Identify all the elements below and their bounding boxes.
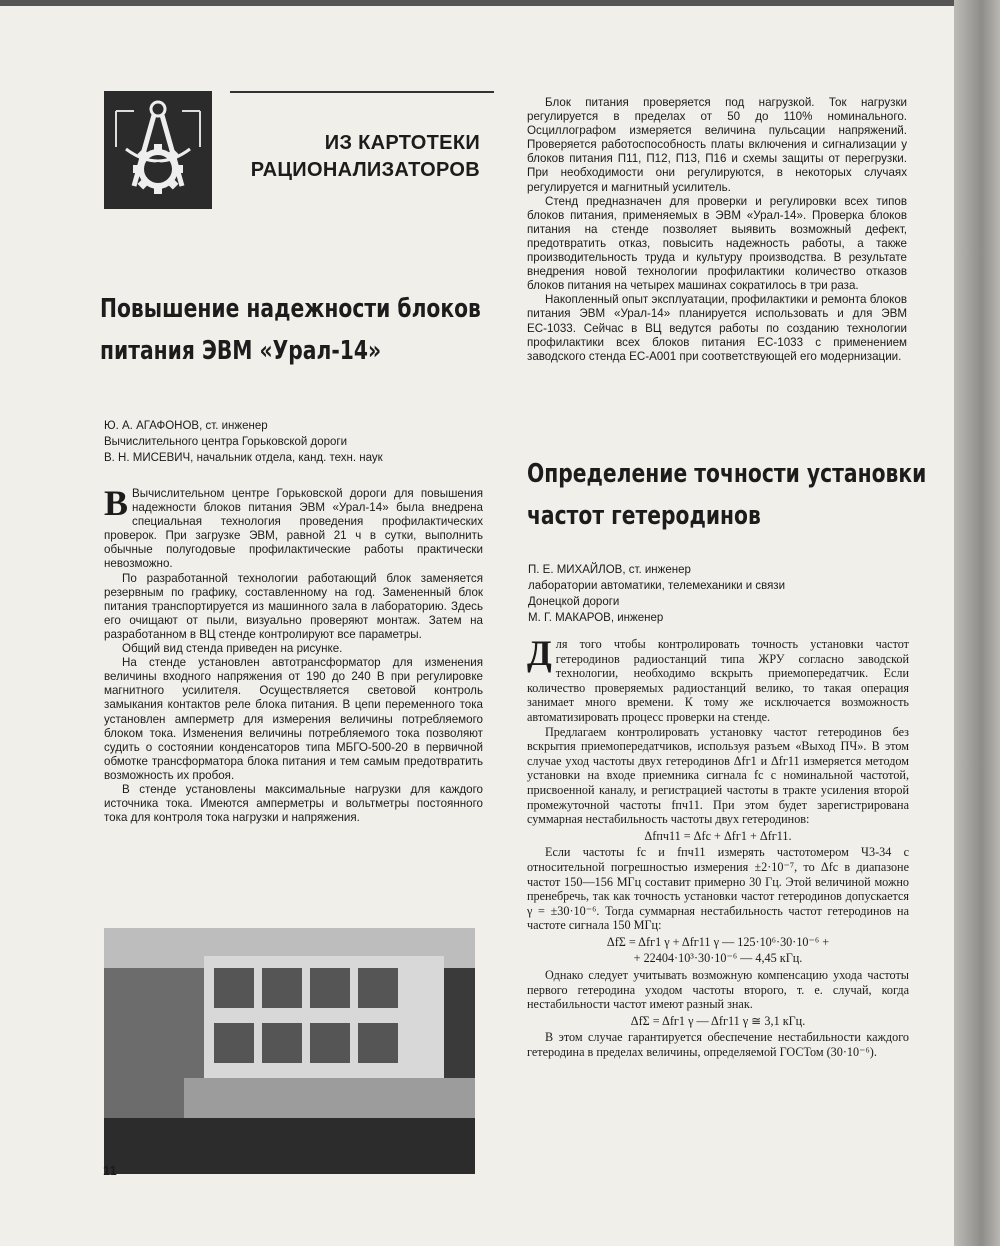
paragraph: В стенде установлены максимальные нагрузки для каждого источника тока. Имеются амперметры и вольтметры постоянного тока для контроля тока нагрузки и напряжения. xyxy=(104,782,483,825)
article2-title-line-1: Определение точности установки xyxy=(527,459,927,489)
article2-title-line-2: частот гетеродинов xyxy=(527,501,761,531)
paragraph: Общий вид стенда приведен на рисунке. xyxy=(122,642,343,656)
author-line: М. Г. МАКАРОВ, инженер xyxy=(528,612,664,624)
paragraph: Предлагаем контролировать установку частот гетеродинов без вскрытия приемопередатчиков, используя разъем «Выход ПЧ». В этом случае уход частоты двух гетеродинов Δfг1 и Δfг11 измеряется методом установки на входе приемника сигнала fс с номинальной частотой, присвоенной каналу, и регистрацией частоты в тракте усиления второй промежуточной частоты fпч11. При этом будет зарегистрирована суммарная нестабильность частоты двух гетеродинов: xyxy=(527,724,909,827)
page-top-edge xyxy=(0,0,960,6)
test-stand-photo xyxy=(104,928,475,1174)
author-line: лаборатории автоматики, телемеханики и связи xyxy=(528,580,785,592)
formula: ΔfΣ = Δfг1 γ — Δfг11 γ ≅ 3,1 кГц. xyxy=(630,1013,806,1028)
compass-gear-icon xyxy=(104,91,212,209)
article1-body xyxy=(104,483,483,825)
header-rule xyxy=(230,91,494,93)
paragraph: По разработанной технологии работающий блок заменяется резервным по графику, составленному на год. Замененный блок питания транспортируется из машинного зала в лабораторию. Здесь его очищают от пыли, визуально проверяют монтаж. Затем на разработанном в ВЦ стенде контролируют все параметры. xyxy=(104,571,483,641)
article2-byline xyxy=(528,562,785,626)
section-rubric xyxy=(240,130,480,184)
article1-title xyxy=(100,288,481,372)
article1-title-line-2: питания ЭВМ «Урал-14» xyxy=(100,336,382,366)
article1-body-continued xyxy=(527,96,907,364)
paragraph xyxy=(527,633,909,725)
formula: Δfпч11 = Δfс + Δfг1 + Δfг11. xyxy=(644,828,792,843)
paragraph: Стенд предназначен для проверки и регулировки всех типов блоков питания, применяемых в ЭВМ «Урал-14». Проверка блоков питания на стенде позволяет выявить возможный дефект, предотвратить отказ, повысить надежность работы, а также производительность труда и культуру производства. В результате внедрения новой технологии профилактики количество отказов блоков питания на четырех машинах сократилось в три раза. xyxy=(527,194,907,293)
author-line: В. Н. МИСЕВИЧ, начальник отдела, канд. техн. наук xyxy=(104,452,383,464)
author-line: Ю. А. АГАФОНОВ, ст. инженер xyxy=(104,420,268,432)
page-number: 11 xyxy=(103,1163,117,1178)
paragraph-text: Вычислительном центре Горьковской дороги для повышения надежности блоков питания ЭВМ «Урал-14» была внедрена специальная технология проведения профилактических проверок. При загрузке ЭВМ, равной 21 ч в сутки, выполнить обычные полугодовые профилактические работы практически невозможно. xyxy=(104,487,483,571)
drop-cap: В xyxy=(104,483,129,523)
paragraph: Если частоты fс и fпч11 измерять частотомером Ч3-34 с относительной погрешностью измерения ±2·10⁻⁷, то Δfс в диапазоне частот 150—156 МГц составит примерно 30 Гц. Этой величиной можно пренебречь, так как точность установки частот гетеродинов допускается γ = ±30·10⁻⁶. Тогда суммарная нестабильность частот гетеродинов на частоте сигнала 150 МГц: xyxy=(527,845,909,933)
page-fold-shadow xyxy=(954,0,1000,1246)
author-line: Вычислительного центра Горьковской дороги xyxy=(104,436,348,448)
author-line: П. Е. МИХАЙЛОВ, ст. инженер xyxy=(528,564,691,576)
paragraph: На стенде установлен автотрансформатор для изменения величины входного напряжения от 190 до 240 В при регулировке магнитного усилителя. Осуществляется световой контроль замыкания контактов реле блока питания. В цепи переменного тока установлен амперметр для измерения величины потребляемого блоком тока. Изменения величины потребляемого тока позволяют судить о состоянии конденсаторов типа МБГО-500-20 в первичной обмотке трансформатора блока питания и тем самым предотвратить возможность их пробоя. xyxy=(104,656,483,782)
article1-byline xyxy=(104,418,383,466)
formula: + 22404·10³·30·10⁻⁶ — 4,45 кГц. xyxy=(633,951,803,966)
rubric-line-2: РАЦИОНАЛИЗАТОРОВ xyxy=(250,159,480,181)
article2-title xyxy=(527,453,926,537)
paragraph xyxy=(104,483,483,572)
formula: ΔfΣ = Δfг1 γ + Δfг11 γ — 125·10⁶·30·10⁻⁶ + xyxy=(606,934,830,949)
paragraph: В этом случае гарантируется обеспечение нестабильности каждого гетеродина в пределах величины, определяемой ГОСТом (30·10⁻⁶). xyxy=(527,1030,909,1060)
paragraph: Накопленный опыт эксплуатации, профилактики и ремонта блоков питания ЭВМ «Урал-14» планируется использовать и для ЭВМ ЕС-1033. Сейчас в ВЦ ведутся работы по созданию технологии профилактики всех блоков питания ЕС-1033 с применением заводского стенда ЕС-А001 при соответствующей его модернизации. xyxy=(527,293,907,363)
paragraph: Блок питания проверяется под нагрузкой. Ток нагрузки регулируется в пределах от 50 до 110% номинального. Осциллографом измеряется величина пульсации напряжений. Проверяется работоспособность платы включения и сигнализации у блоков питания П11, П12, П13, П16 и схемы защиты от перегрузки. При необходимости они регулируются, в некоторых случаях регулируется и магнитный усилитель. xyxy=(527,96,907,194)
author-line: Донецкой дороги xyxy=(528,596,620,608)
drop-cap: Д xyxy=(527,633,552,673)
rubric-line-1: ИЗ КАРТОТЕКИ xyxy=(324,132,480,154)
paragraph-text: ля того чтобы контролировать точность установки частот гетеродинов радиостанций типа ЖРУ согласно заводской технологии, необходимо вскрыть приемопередатчик. Если количество проверяемых радиостанций велико, то такая операция занимает много времени. К тому же исключается возможность автоматизировать процесс проверки на стенде. xyxy=(527,637,909,724)
article1-title-line-1: Повышение надежности блоков xyxy=(100,294,481,324)
article2-body xyxy=(527,633,909,1060)
paragraph: Однако следует учитывать возможную компенсацию ухода частоты первого гетеродина уходом частоты второго, т. е. случай, когда нестабильности частот имеют разный знак. xyxy=(527,968,909,1012)
